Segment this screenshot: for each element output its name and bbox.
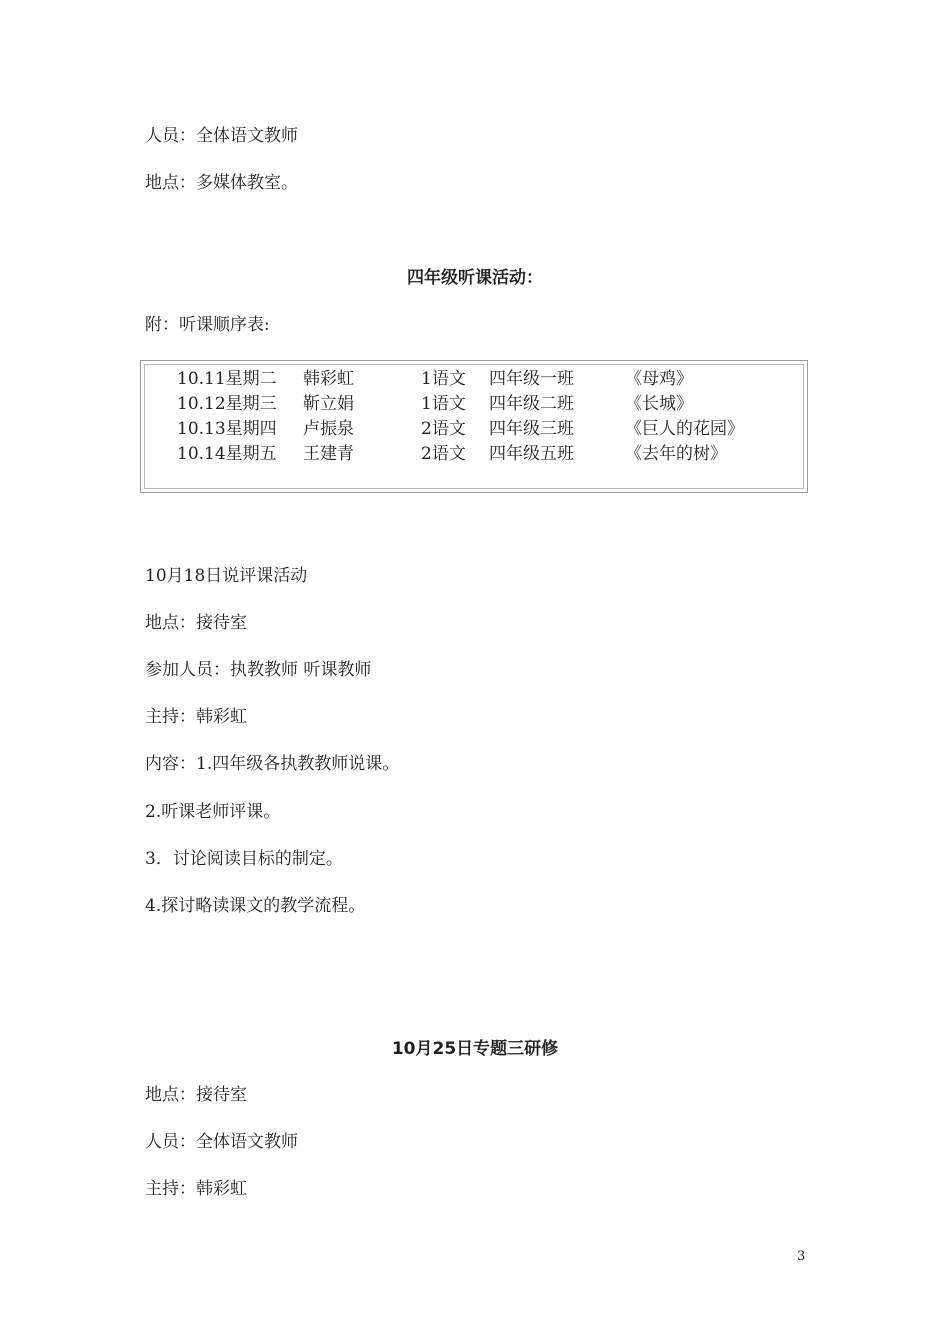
listening-schedule-table bbox=[140, 360, 808, 493]
evaluation-location: 地点：接待室 bbox=[145, 613, 247, 633]
schedule-subject: 1语文 bbox=[421, 369, 466, 389]
schedule-teacher: 韩彩虹 bbox=[303, 369, 354, 389]
schedule-subject: 1语文 bbox=[421, 394, 466, 414]
personnel-line: 人员：全体语文教师 bbox=[145, 126, 298, 146]
research-host: 主持：韩彩虹 bbox=[145, 1179, 247, 1199]
page-number: 3 bbox=[797, 1249, 806, 1264]
schedule-inner-frame bbox=[144, 364, 804, 489]
evaluation-content-2: 2.听课老师评课。 bbox=[145, 802, 281, 822]
schedule-teacher: 王建青 bbox=[303, 444, 354, 464]
schedule-teacher: 卢振泉 bbox=[303, 419, 354, 439]
schedule-lesson: 《巨人的花园》 bbox=[625, 419, 744, 439]
research-location: 地点：接待室 bbox=[145, 1085, 247, 1105]
schedule-class: 四年级五班 bbox=[489, 444, 574, 464]
schedule-row bbox=[145, 367, 805, 391]
schedule-teacher: 靳立娟 bbox=[303, 394, 354, 414]
evaluation-title: 10月18日说评课活动 bbox=[145, 566, 308, 586]
schedule-class: 四年级三班 bbox=[489, 419, 574, 439]
schedule-class: 四年级二班 bbox=[489, 394, 574, 414]
schedule-lesson: 《去年的树》 bbox=[625, 444, 727, 464]
schedule-row bbox=[145, 392, 805, 416]
research-personnel: 人员：全体语文教师 bbox=[145, 1132, 298, 1152]
schedule-class: 四年级一班 bbox=[489, 369, 574, 389]
evaluation-host: 主持：韩彩虹 bbox=[145, 707, 247, 727]
schedule-date: 10.12星期三 bbox=[177, 394, 277, 414]
evaluation-content-3: 3．讨论阅读目标的制定。 bbox=[145, 849, 343, 869]
schedule-date: 10.14星期五 bbox=[177, 444, 277, 464]
location-line: 地点：多媒体教室。 bbox=[145, 173, 298, 193]
evaluation-content-1: 内容：1.四年级各执教教师说课。 bbox=[145, 754, 400, 774]
schedule-date: 10.13星期四 bbox=[177, 419, 277, 439]
evaluation-participants: 参加人员：执教教师 听课教师 bbox=[145, 660, 372, 680]
schedule-subject: 2语文 bbox=[421, 444, 466, 464]
schedule-subject: 2语文 bbox=[421, 419, 466, 439]
schedule-lesson: 《长城》 bbox=[625, 394, 693, 414]
attachment-label: 附：听课顺序表: bbox=[145, 315, 270, 335]
schedule-date: 10.11星期二 bbox=[177, 369, 277, 389]
schedule-lesson: 《母鸡》 bbox=[625, 369, 693, 389]
schedule-row bbox=[145, 417, 805, 441]
listening-activity-heading: 四年级听课活动： bbox=[407, 268, 543, 288]
schedule-row bbox=[145, 442, 805, 466]
research-heading: 10月25日专题三研修 bbox=[391, 1039, 559, 1059]
evaluation-content-4: 4.探讨略读课文的教学流程。 bbox=[145, 896, 366, 916]
